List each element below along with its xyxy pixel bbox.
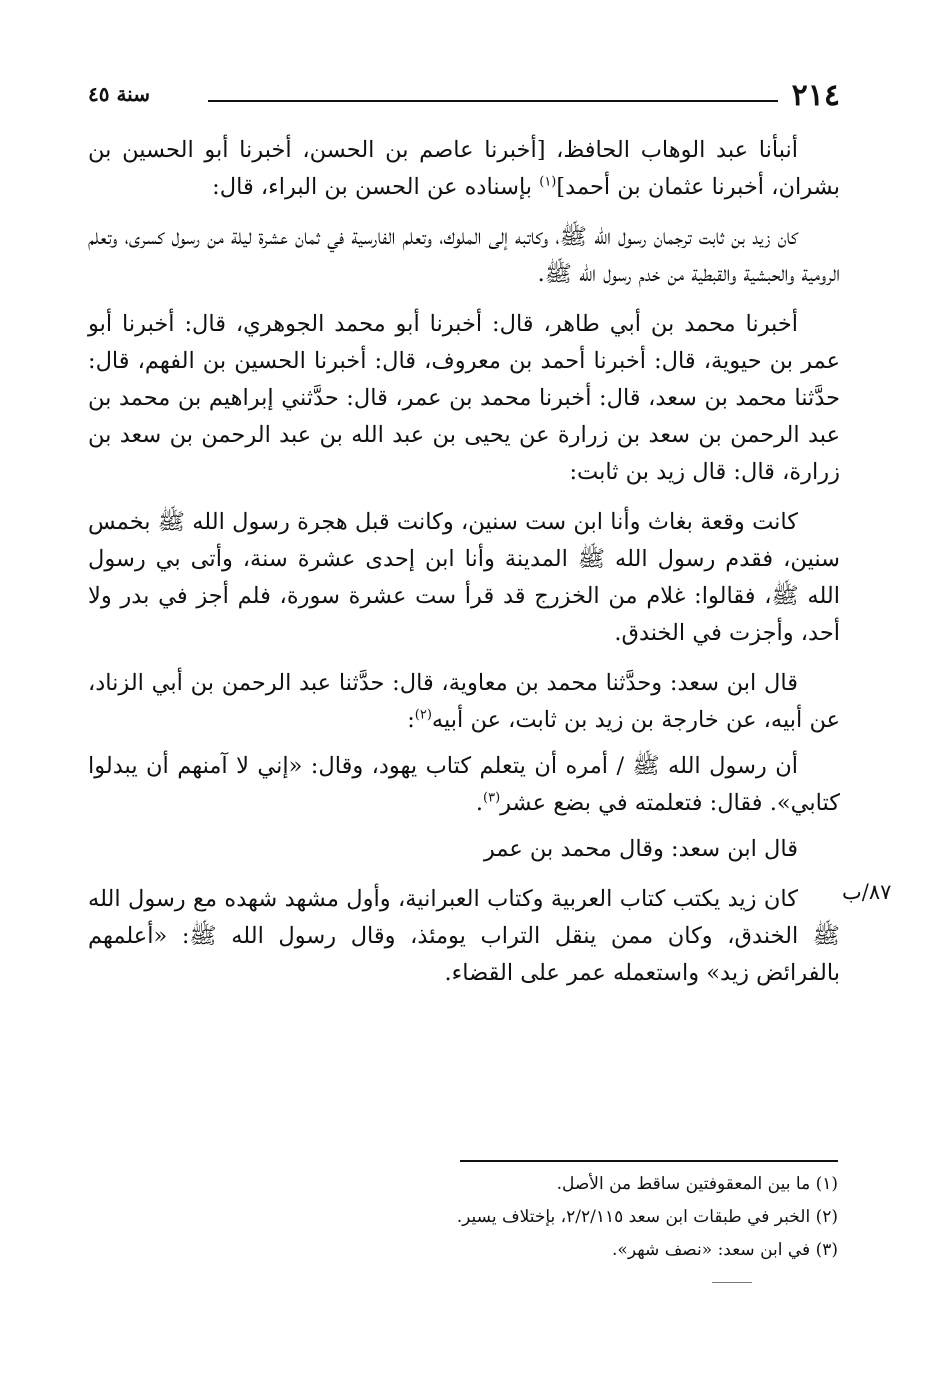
footnote-3: (٣) في ابن سعد: «نصف شهر». xyxy=(612,1240,838,1260)
footnote-marker-1: (١) xyxy=(539,174,557,190)
paragraph-1: أنبأنا عبد الوهاب الحافظ، [أخبرنا عاصم بن الحسن، أخبرنا أبو الحسين بن بشران، أخبرنا عثمان بن أحمد]$^{(١)}$ بإسناده عن الحسن بن البراء، قال: xyxy=(88,137,840,200)
header-rule xyxy=(208,100,778,102)
paragraph-3: أخبرنا محمد بن أبي طاهر، قال: أخبرنا أبو محمد الجوهري، قال: أخبرنا أبو عمر بن حيوية، قال: أخبرنا أحمد بن معروف، قال: أخبرنا الحسين بن الفهم، قال: حدَّثنا محمد بن سعد، قال: أخبرنا محمد بن عمر، قال: حدَّثني إبراهيم بن محمد بن عبد الرحمن بن سعد بن زرارة عن يحيى بن عبد الله بن عبد الرحمن بن سعد بن زرارة، قال: قال زيد بن ثابت: xyxy=(88,311,840,485)
footnote-2: (٢) الخبر في طبقات ابن سعد ٢/٢/١١٥، بإختلاف يسير. xyxy=(456,1207,838,1227)
paragraph-4: كانت وقعة بغاث وأنا ابن ست سنين، وكانت قبل هجرة رسول الله ﷺ بخمس سنين، فقدم رسول الله ﷺ المدينة وأنا ابن إحدى عشرة سنة، وأتى بي رسول الله ﷺ، فقالوا: غلام من الخزرج قد قرأ ست عشرة سورة، فلم أجز في بدر ولا أحد، وأجزت في الخندق. xyxy=(88,509,840,646)
running-header xyxy=(88,78,840,118)
paragraph-2: كان زيد بن ثابت ترجمان رسول الله ﷺ، وكاتبه إلى الملوك، وتعلم الفارسية في ثمان عشرة ليلة من رسول كسرى، وتعلم الرومية والحبشية والقبطية من خدم رسول الله ﷺ. xyxy=(88,224,840,287)
body-text xyxy=(88,132,840,1001)
footnotes xyxy=(300,1168,838,1267)
footnote-marker-2: (٢) xyxy=(414,707,432,723)
paragraph-5: قال ابن سعد: وحدَّثنا محمد بن معاوية، قال: حدَّثنا عبد الرحمن بن أبي الزناد، عن أبيه، عن خارجة بن زيد بن ثابت، عن أبيه$^{(٢)}$: xyxy=(88,670,840,733)
footnote-marker-3: (٣) xyxy=(483,790,501,806)
folio-margin-note: ٨٧/ب xyxy=(842,880,892,904)
paragraph-6: أن رسول الله ﷺ / أمره أن يتعلم كتاب يهود، وقال: «إني لا آمنهم أن يبدلوا كتابي». فقال: فتعلمته في بضع عشر$^{(٣)}$. xyxy=(88,753,840,816)
footnote-rule xyxy=(460,1160,838,1162)
paragraph-7: قال ابن سعد: وقال محمد بن عمر xyxy=(483,836,798,862)
header-year: سنة ٤٥ xyxy=(88,82,150,106)
footnote-1: (١) ما بين المعقوفتين ساقط من الأصل. xyxy=(556,1174,838,1194)
page-number: ٢١٤ xyxy=(791,78,840,113)
bottom-mark xyxy=(712,1282,752,1283)
paragraph-8: كان زيد يكتب كتاب العربية وكتاب العبرانية، وأول مشهد شهده مع رسول الله ﷺ الخندق، وكان ممن ينقل التراب يومئذ، وقال رسول الله ﷺ: «أعلمهم بالفرائض زيد» واستعمله عمر على القضاء. xyxy=(88,886,840,986)
